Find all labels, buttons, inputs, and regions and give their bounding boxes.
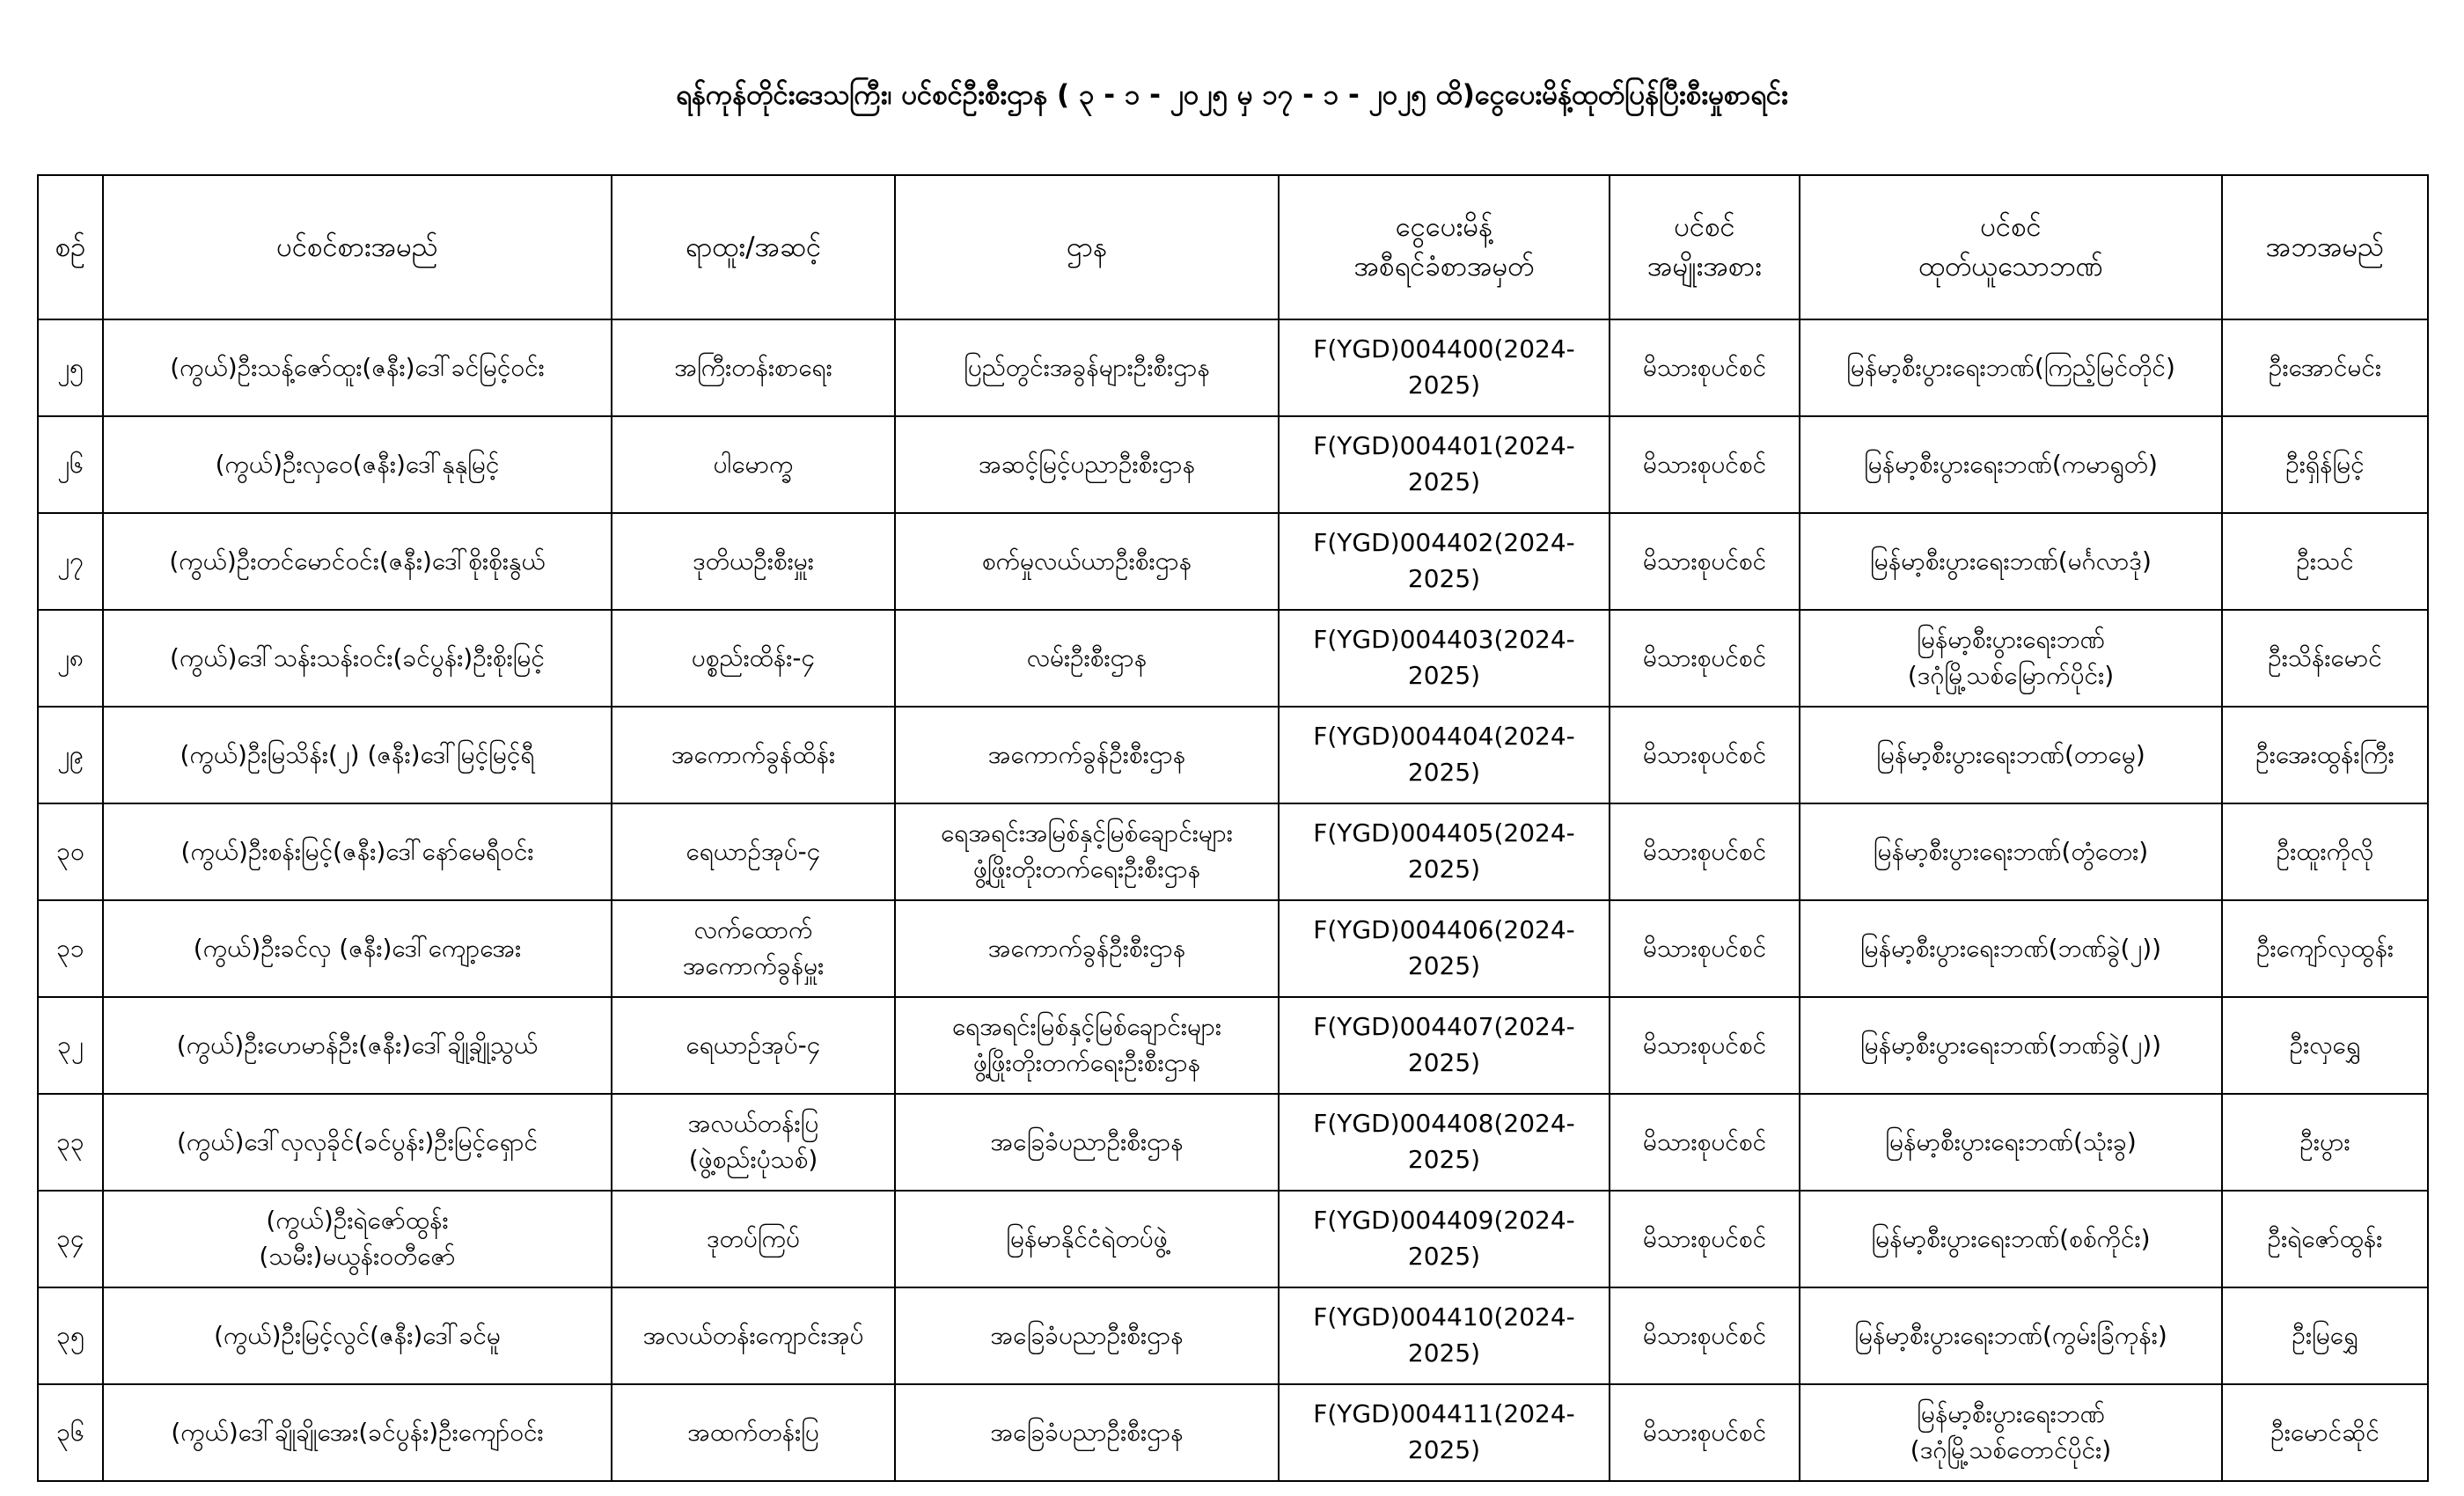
table-row (38, 707, 2428, 803)
cell-bank: မြန်မာ့စီးပွားရေးဘဏ် (ဒဂုံမြို့သစ်မြောက်ပိုင်း) (1800, 610, 2222, 707)
cell-no: ၂၅ (38, 319, 103, 416)
cell-no: ၃၀ (38, 803, 103, 900)
table-row (38, 1094, 2428, 1191)
cell-heir: ဦးကျော်လှထွန်း (2222, 900, 2428, 997)
header-heir: အဘအမည် (2222, 175, 2428, 319)
cell-heir: ဦးအေးထွန်းကြီး (2222, 707, 2428, 803)
cell-file: F(YGD)004410(2024-2025) (1279, 1287, 1610, 1384)
table-row (38, 1287, 2428, 1384)
cell-file: F(YGD)004403(2024-2025) (1279, 610, 1610, 707)
cell-type: မိသားစုပင်စင် (1610, 1191, 1800, 1287)
cell-heir: ဦးလှရွှေ (2222, 997, 2428, 1094)
table-body (38, 319, 2428, 1481)
cell-no: ၂၉ (38, 707, 103, 803)
cell-heir: ဦးမောင်ဆိုင် (2222, 1384, 2428, 1481)
cell-name: (ကွယ်)ဒေါ်ချိုချိုအေး(ခင်ပွန်း)ဦးကျော်ဝင်း (103, 1384, 612, 1481)
cell-bank: မြန်မာ့စီးပွားရေးဘဏ်(တာမွေ) (1800, 707, 2222, 803)
cell-rank: အလယ်တန်းကျောင်းအုပ် (612, 1287, 895, 1384)
cell-no: ၃၅ (38, 1287, 103, 1384)
cell-rank: အထက်တန်းပြ (612, 1384, 895, 1481)
cell-dept: အဆင့်မြင့်ပညာဦးစီးဌာန (895, 416, 1279, 513)
cell-type: မိသားစုပင်စင် (1610, 513, 1800, 610)
table-row (38, 997, 2428, 1094)
cell-name: (ကွယ်)ဦးစန်းမြင့်(ဇနီး)ဒေါ်နော်မေရီဝင်း (103, 803, 612, 900)
cell-rank: အလယ်တန်းပြ (ဖွဲ့စည်းပုံသစ်) (612, 1094, 895, 1191)
cell-type: မိသားစုပင်စင် (1610, 1287, 1800, 1384)
header-dept: ဌာန (895, 175, 1279, 319)
cell-rank: ပါမောက္ခ (612, 416, 895, 513)
header-type: ပင်စင် အမျိုးအစား (1610, 175, 1800, 319)
cell-name: (ကွယ်)ဦးမြင့်လွင်(ဇနီး)ဒေါ်ခင်မူ (103, 1287, 612, 1384)
cell-rank: ရေယာဉ်အုပ်-၄ (612, 803, 895, 900)
cell-no: ၃၂ (38, 997, 103, 1094)
header-no: စဉ် (38, 175, 103, 319)
cell-dept: စက်မှုလယ်ယာဦးစီးဌာန (895, 513, 1279, 610)
cell-rank: ပစ္စည်းထိန်း-၄ (612, 610, 895, 707)
cell-dept: မြန်မာနိုင်ငံရဲတပ်ဖွဲ့ (895, 1191, 1279, 1287)
cell-file: F(YGD)004404(2024-2025) (1279, 707, 1610, 803)
cell-type: မိသားစုပင်စင် (1610, 803, 1800, 900)
table-row (38, 416, 2428, 513)
cell-heir: ဦးမြရွှေ (2222, 1287, 2428, 1384)
cell-name: (ကွယ်)ဒေါ်သန်းသန်းဝင်း(ခင်ပွန်း)ဦးစိုးမြင့် (103, 610, 612, 707)
cell-dept: အကောက်ခွန်ဦးစီးဌာန (895, 900, 1279, 997)
cell-file: F(YGD)004411(2024-2025) (1279, 1384, 1610, 1481)
table-row (38, 610, 2428, 707)
table-row (38, 1191, 2428, 1287)
table-row (38, 513, 2428, 610)
cell-no: ၃၆ (38, 1384, 103, 1481)
cell-dept: အကောက်ခွန်ဦးစီးဌာန (895, 707, 1279, 803)
cell-bank: မြန်မာ့စီးပွားရေးဘဏ်(ကွမ်းခြံကုန်း) (1800, 1287, 2222, 1384)
cell-name: (ကွယ်)ဦးတင်မောင်ဝင်း(ဇနီး)ဒေါ်စိုးစိုးနွယ် (103, 513, 612, 610)
header-row (38, 175, 2428, 319)
cell-file: F(YGD)004405(2024-2025) (1279, 803, 1610, 900)
pension-table (37, 174, 2429, 1482)
cell-heir: ဦးထူးကိုလို (2222, 803, 2428, 900)
cell-rank: အကောက်ခွန်ထိန်း (612, 707, 895, 803)
cell-bank: မြန်မာ့စီးပွားရေးဘဏ်(မင်္ဂလာဒုံ) (1800, 513, 2222, 610)
cell-file: F(YGD)004400(2024-2025) (1279, 319, 1610, 416)
cell-file: F(YGD)004408(2024-2025) (1279, 1094, 1610, 1191)
cell-bank: မြန်မာ့စီးပွားရေးဘဏ်(ဘဏ်ခွဲ(၂)) (1800, 900, 2222, 997)
cell-no: ၃၃ (38, 1094, 103, 1191)
document-title: ရန်ကုန်တိုင်းဒေသကြီး၊ ပင်စင်ဦးစီးဌာန ( ၃ - ၁ - ၂၀၂၅ မှ ၁၇ - ၁ - ၂၀၂၅ ထိ)ငွေပေးမိန့်ထုတ်ပြန်ပြီးစီးမှုစာရင်း (676, 79, 1788, 111)
cell-no: ၃၄ (38, 1191, 103, 1287)
cell-bank: မြန်မာ့စီးပွားရေးဘဏ်(တွံတေး) (1800, 803, 2222, 900)
header-rank: ရာထူး/အဆင့် (612, 175, 895, 319)
cell-heir: ဦးသင် (2222, 513, 2428, 610)
cell-type: မိသားစုပင်စင် (1610, 707, 1800, 803)
cell-dept: လမ်းဦးစီးဌာန (895, 610, 1279, 707)
cell-type: မိသားစုပင်စင် (1610, 1094, 1800, 1191)
cell-type: မိသားစုပင်စင် (1610, 900, 1800, 997)
header-bank: ပင်စင် ထုတ်ယူသောဘဏ် (1800, 175, 2222, 319)
cell-name: (ကွယ်)ဦးသန့်ဇော်ထူး(ဇနီး)ဒေါ်ခင်မြင့်ဝင်း (103, 319, 612, 416)
cell-name: (ကွယ်)ဦးလှဝေ(ဇနီး)ဒေါ်နုနုမြင့် (103, 416, 612, 513)
cell-name: (ကွယ်)ဦးဟေမာန်ဦး(ဇနီး)ဒေါ်ချို့ချို့သွယ် (103, 997, 612, 1094)
header-name: ပင်စင်စားအမည် (103, 175, 612, 319)
cell-bank: မြန်မာ့စီးပွားရေးဘဏ် (ဒဂုံမြို့သစ်တောင်ပိုင်း) (1800, 1384, 2222, 1481)
cell-rank: ဒုတပ်ကြပ် (612, 1191, 895, 1287)
cell-name: (ကွယ်)ဦးမြသိန်း(၂) (ဇနီး)ဒေါ်မြင့်မြင့်ရီ (103, 707, 612, 803)
cell-heir: ဦးပွား (2222, 1094, 2428, 1191)
cell-rank: အကြီးတန်းစာရေး (612, 319, 895, 416)
table-row (38, 1384, 2428, 1481)
cell-rank: ဒုတိယဦးစီးမှူး (612, 513, 895, 610)
cell-dept: ရေအရင်းအမြစ်နှင့်မြစ်ချောင်းများ ဖွံ့ဖြိုးတိုးတက်ရေးဦးစီးဌာန (895, 803, 1279, 900)
table-row (38, 319, 2428, 416)
cell-type: မိသားစုပင်စင် (1610, 319, 1800, 416)
table-row (38, 803, 2428, 900)
table-row (38, 900, 2428, 997)
cell-dept: ပြည်တွင်းအခွန်များဦးစီးဌာန (895, 319, 1279, 416)
cell-bank: မြန်မာ့စီးပွားရေးဘဏ်(ကြည့်မြင်တိုင်) (1800, 319, 2222, 416)
cell-type: မိသားစုပင်စင် (1610, 997, 1800, 1094)
cell-name: (ကွယ်)ဦးရဲဇော်ထွန်း (သမီး)မယွန်းဝတီဇော် (103, 1191, 612, 1287)
cell-rank: ရေယာဉ်အုပ်-၄ (612, 997, 895, 1094)
cell-bank: မြန်မာ့စီးပွားရေးဘဏ်(ဘဏ်ခွဲ(၂)) (1800, 997, 2222, 1094)
cell-heir: ဦးရဲဇော်ထွန်း (2222, 1191, 2428, 1287)
cell-bank: မြန်မာ့စီးပွားရေးဘဏ်(ကမာရွတ်) (1800, 416, 2222, 513)
cell-heir: ဦးရှိန်မြင့် (2222, 416, 2428, 513)
cell-no: ၂၈ (38, 610, 103, 707)
cell-dept: အခြေခံပညာဦးစီးဌာန (895, 1094, 1279, 1191)
cell-no: ၃၁ (38, 900, 103, 997)
cell-type: မိသားစုပင်စင် (1610, 610, 1800, 707)
cell-type: မိသားစုပင်စင် (1610, 416, 1800, 513)
cell-rank: လက်ထောက် အကောက်ခွန်မှူး (612, 900, 895, 997)
header-file: ငွေပေးမိန့် အစီရင်ခံစာအမှတ် (1279, 175, 1610, 319)
cell-file: F(YGD)004402(2024-2025) (1279, 513, 1610, 610)
cell-file: F(YGD)004409(2024-2025) (1279, 1191, 1610, 1287)
cell-file: F(YGD)004401(2024-2025) (1279, 416, 1610, 513)
cell-dept: ရေအရင်းမြစ်နှင့်မြစ်ချောင်းများ ဖွံ့ဖြိုးတိုးတက်ရေးဦးစီးဌာန (895, 997, 1279, 1094)
cell-type: မိသားစုပင်စင် (1610, 1384, 1800, 1481)
cell-heir: ဦးအောင်မင်း (2222, 319, 2428, 416)
cell-heir: ဦးသိန်းမောင် (2222, 610, 2428, 707)
cell-dept: အခြေခံပညာဦးစီးဌာန (895, 1384, 1279, 1481)
cell-name: (ကွယ်)ဦးခင်လှ (ဇနီး)ဒေါ်ကျော့အေး (103, 900, 612, 997)
cell-bank: မြန်မာ့စီးပွားရေးဘဏ်(စစ်ကိုင်း) (1800, 1191, 2222, 1287)
cell-no: ၂၆ (38, 416, 103, 513)
cell-file: F(YGD)004406(2024-2025) (1279, 900, 1610, 997)
cell-name: (ကွယ်)ဒေါ်လှလှခိုင်(ခင်ပွန်း)ဦးမြင့်ရှောင် (103, 1094, 612, 1191)
cell-bank: မြန်မာ့စီးပွားရေးဘဏ်(သုံးခွ) (1800, 1094, 2222, 1191)
cell-dept: အခြေခံပညာဦးစီးဌာန (895, 1287, 1279, 1384)
cell-file: F(YGD)004407(2024-2025) (1279, 997, 1610, 1094)
cell-no: ၂၇ (38, 513, 103, 610)
